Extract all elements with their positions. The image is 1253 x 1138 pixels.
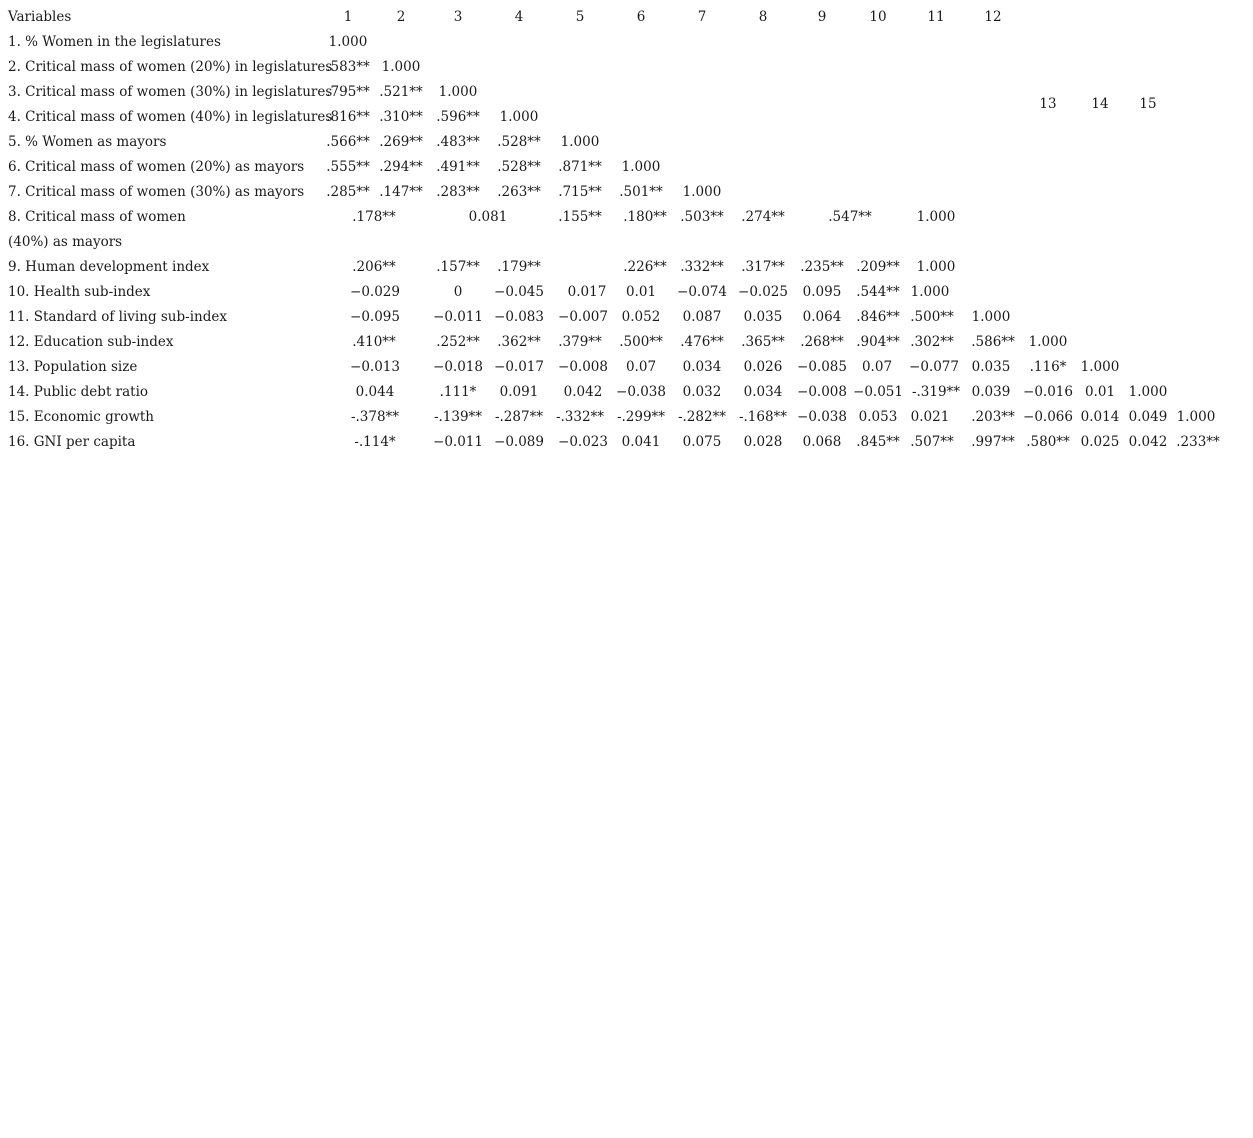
row-label: 16. GNI per capita [8, 434, 136, 450]
table-cell: .715** [558, 184, 602, 200]
row-label: 3. Critical mass of women (30%) in legislatures [8, 84, 333, 100]
table-cell: −0.011 [433, 309, 483, 325]
table-cell: 1.000 [916, 209, 956, 225]
table-cell: .816** [326, 109, 370, 125]
table-cell: .157** [436, 259, 480, 275]
table-cell: .332** [680, 259, 724, 275]
table-cell: 0.087 [682, 309, 722, 325]
table-cell: -.332** [555, 409, 605, 425]
table-cell: -.282** [677, 409, 727, 425]
table-cell: 1.000 [438, 84, 478, 100]
table-cell: 0.053 [858, 409, 898, 425]
column-header: 5 [575, 9, 585, 25]
table-cell: .294** [379, 159, 423, 175]
table-cell: −0.029 [350, 284, 400, 300]
table-cell: -.114* [354, 434, 396, 450]
column-header: 2 [396, 9, 406, 25]
table-cell: 0.034 [743, 384, 783, 400]
table-cell: −0.074 [677, 284, 727, 300]
table-cell: .179** [497, 259, 541, 275]
table-cell: -.319** [911, 384, 961, 400]
table-cell: −0.025 [738, 284, 788, 300]
column-header: 12 [984, 9, 1002, 25]
table-cell: 0.091 [499, 384, 539, 400]
column-header: 1 [343, 9, 353, 25]
table-cell: .116* [1029, 359, 1067, 375]
table-cell: −0.018 [433, 359, 483, 375]
table-cell: .547** [828, 209, 872, 225]
table-cell: 0.035 [743, 309, 783, 325]
table-cell: −0.017 [494, 359, 544, 375]
table-cell: 0.025 [1080, 434, 1120, 450]
table-cell: .302** [910, 334, 954, 350]
table-cell: 1.000 [1080, 359, 1120, 375]
table-cell: 1.000 [682, 184, 722, 200]
table-cell: .586** [971, 334, 1015, 350]
table-cell: 1.000 [499, 109, 539, 125]
table-cell: −0.016 [1023, 384, 1073, 400]
table-cell: 0.075 [682, 434, 722, 450]
table-cell: .362** [497, 334, 541, 350]
table-cell: .904** [856, 334, 900, 350]
column-header: 14 [1091, 96, 1109, 112]
table-cell: .845** [856, 434, 900, 450]
column-header: 6 [636, 9, 646, 25]
table-cell: −0.066 [1023, 409, 1073, 425]
table-cell: 0.068 [802, 434, 842, 450]
table-cell: .233** [1176, 434, 1220, 450]
row-label: 10. Health sub-index [8, 284, 151, 300]
table-cell: .580** [1026, 434, 1070, 450]
table-cell: .846** [856, 309, 900, 325]
table-cell: .235** [800, 259, 844, 275]
table-cell: .476** [680, 334, 724, 350]
column-header: 3 [453, 9, 463, 25]
table-cell: 0.034 [682, 359, 722, 375]
table-cell: 0.064 [802, 309, 842, 325]
table-cell: .596** [436, 109, 480, 125]
table-cell: -.287** [494, 409, 544, 425]
table-cell: .155** [558, 209, 602, 225]
table-cell: .871** [558, 159, 602, 175]
table-cell: .521** [379, 84, 423, 100]
table-cell: -.378** [350, 409, 400, 425]
table-cell: −0.008 [558, 359, 608, 375]
table-cell: 0.041 [621, 434, 661, 450]
row-label: 1. % Women in the legislatures [8, 34, 221, 50]
table-cell: 0.095 [802, 284, 842, 300]
row-label: 2. Critical mass of women (20%) in legislatures [8, 59, 333, 75]
table-cell: .491** [436, 159, 480, 175]
table-cell: .263** [497, 184, 541, 200]
row-label: (40%) as mayors [8, 234, 123, 250]
table-cell: .544** [856, 284, 900, 300]
table-cell: 0.042 [1128, 434, 1168, 450]
table-cell: .500** [910, 309, 954, 325]
row-label: 12. Education sub-index [8, 334, 174, 350]
column-header: 11 [927, 9, 945, 25]
table-cell: .997** [971, 434, 1015, 450]
table-cell: 1.000 [381, 59, 421, 75]
table-cell: −0.045 [494, 284, 544, 300]
table-cell: .317** [741, 259, 785, 275]
table-cell: .795** [326, 84, 370, 100]
table-cell: −0.089 [494, 434, 544, 450]
table-cell: −0.095 [350, 309, 400, 325]
table-cell: −0.051 [853, 384, 903, 400]
table-cell: 0.014 [1080, 409, 1120, 425]
table-cell: 1.000 [910, 284, 950, 300]
table-cell: .285** [326, 184, 370, 200]
table-cell: 1.000 [916, 259, 956, 275]
row-label: 15. Economic growth [8, 409, 154, 425]
table-cell: −0.085 [797, 359, 847, 375]
table-cell: −0.038 [797, 409, 847, 425]
table-cell: 1.000 [328, 34, 368, 50]
table-cell: 1.000 [1176, 409, 1216, 425]
column-header: 15 [1139, 96, 1157, 112]
table-cell: −0.038 [616, 384, 666, 400]
row-label: 7. Critical mass of women (30%) as mayors [8, 184, 305, 200]
table-cell: 0.032 [682, 384, 722, 400]
row-label: 8. Critical mass of women [8, 209, 186, 225]
row-label: 14. Public debt ratio [8, 384, 149, 400]
table-cell: .111* [439, 384, 477, 400]
column-header: 10 [869, 9, 887, 25]
table-cell: .503** [680, 209, 724, 225]
table-cell: .410** [352, 334, 396, 350]
table-cell: .283** [436, 184, 480, 200]
column-header: 13 [1039, 96, 1057, 112]
table-cell: -.139** [433, 409, 483, 425]
table-cell: 0.026 [743, 359, 783, 375]
table-cell: 0.035 [971, 359, 1011, 375]
table-cell: 0.044 [355, 384, 395, 400]
table-cell: 1.000 [971, 309, 1011, 325]
table-cell: .365** [741, 334, 785, 350]
row-label: 6. Critical mass of women (20%) as mayors [8, 159, 305, 175]
table-cell: 0.081 [468, 209, 508, 225]
table-cell: .501** [619, 184, 663, 200]
column-header: 8 [758, 9, 768, 25]
table-cell: −0.011 [433, 434, 483, 450]
table-cell: 0.039 [971, 384, 1011, 400]
table-cell: .269** [379, 134, 423, 150]
table-cell: 0.042 [563, 384, 603, 400]
table-cell: -.299** [616, 409, 666, 425]
table-cell: 1.000 [621, 159, 661, 175]
table-cell: 0.049 [1128, 409, 1168, 425]
table-cell: .147** [379, 184, 423, 200]
table-cell: −0.008 [797, 384, 847, 400]
column-header: 7 [697, 9, 707, 25]
table-cell: 0.028 [743, 434, 783, 450]
table-cell: .274** [741, 209, 785, 225]
table-cell: 0.01 [625, 284, 657, 300]
column-header: 9 [817, 9, 827, 25]
table-cell: 1.000 [1128, 384, 1168, 400]
table-cell: .528** [497, 134, 541, 150]
table-cell: 0.01 [1084, 384, 1116, 400]
table-cell: .180** [623, 209, 667, 225]
table-cell: -.168** [738, 409, 788, 425]
table-cell: .252** [436, 334, 480, 350]
table-cell: −0.077 [909, 359, 959, 375]
table-cell: −0.083 [494, 309, 544, 325]
table-cell: 0.07 [861, 359, 893, 375]
table-cell: 1.000 [1028, 334, 1068, 350]
table-cell: .483** [436, 134, 480, 150]
table-cell: .268** [800, 334, 844, 350]
row-label: 5. % Women as mayors [8, 134, 167, 150]
table-cell: 1.000 [560, 134, 600, 150]
table-cell: .566** [326, 134, 370, 150]
table-cell: .203** [971, 409, 1015, 425]
row-label: 13. Population size [8, 359, 138, 375]
table-cell: .226** [623, 259, 667, 275]
table-cell: .310** [379, 109, 423, 125]
table-cell: .500** [619, 334, 663, 350]
table-cell: 0.021 [910, 409, 950, 425]
table-cell: −0.013 [350, 359, 400, 375]
row-label: 4. Critical mass of women (40%) in legislatures [8, 109, 333, 125]
table-cell: 0 [453, 284, 463, 300]
table-cell: .379** [558, 334, 602, 350]
table-cell: .583** [326, 59, 370, 75]
table-cell: −0.007 [558, 309, 608, 325]
table-cell: .209** [856, 259, 900, 275]
table-cell: −0.023 [558, 434, 608, 450]
table-cell: .555** [326, 159, 370, 175]
table-cell: .528** [497, 159, 541, 175]
table-cell: .206** [352, 259, 396, 275]
variables-header: Variables [8, 9, 72, 25]
table-cell: 0.07 [625, 359, 657, 375]
table-cell: .507** [910, 434, 954, 450]
table-cell: .178** [352, 209, 396, 225]
table-cell: 0.052 [621, 309, 661, 325]
row-label: 11. Standard of living sub-index [8, 309, 227, 325]
table-cell: 0.017 [567, 284, 607, 300]
column-header: 4 [514, 9, 524, 25]
row-label: 9. Human development index [8, 259, 210, 275]
